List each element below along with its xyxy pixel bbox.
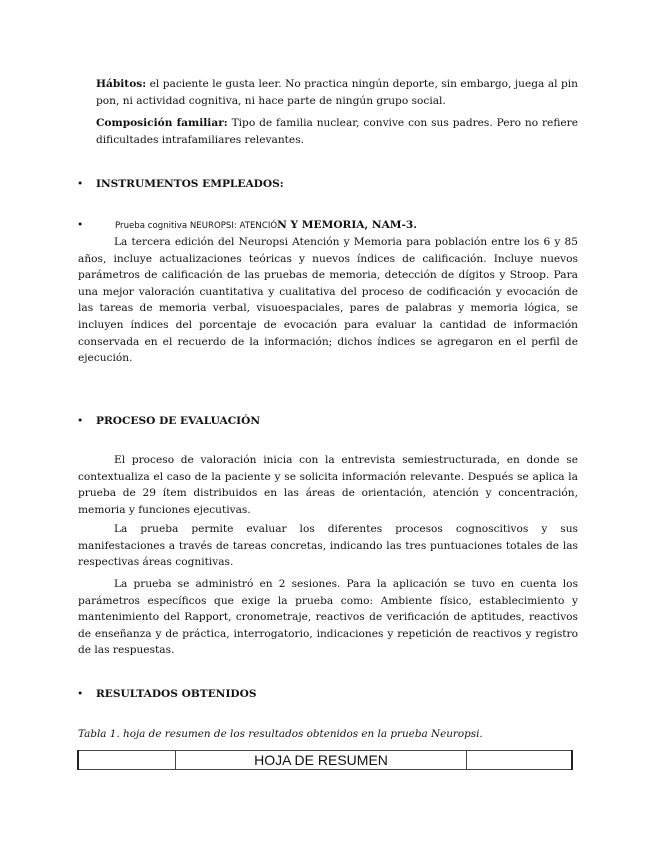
proceso-paragraph-1	[78, 452, 578, 518]
table-header-cell: HOJA DE RESUMEN	[176, 751, 467, 770]
summary-table	[77, 750, 573, 770]
test-name-prefix: Prueba cognitiva NEUROPSI: ATENCIÓ	[115, 221, 278, 231]
resultados-heading	[77, 686, 256, 702]
proceso-heading-text: PROCESO DE EVALUACIÓN	[96, 415, 261, 427]
habitos-paragraph	[96, 76, 578, 109]
instrumentos-heading	[77, 176, 284, 192]
table-row	[78, 751, 572, 770]
proceso-p2-text: La prueba permite evaluar los diferentes procesos cognoscitivos y sus manifestaciones a través de tareas concretas, indicando las tres puntuaciones totales de las respectivas áreas cognitivas.	[78, 523, 578, 569]
table-cell-empty-left	[78, 751, 176, 770]
proceso-p3-text: La prueba se administró en 2 sesiones. Para la aplicación se tuvo en cuenta los parámetros específicos que exige la prueba como: Ambiente físico, establecimiento y mantenimiento del Rapport, cronometraje, reactivos de verificación de aptitudes, reactivos de enseñanza y de práctica, interrogatorio, indicaciones y repetición de reactivos y registro de las respuestas.	[78, 578, 578, 657]
proceso-p1-text: El proceso de valoración inicia con la entrevista semiestructurada, en donde se contextualiza el caso de la paciente y se solicita información relevante. Después se aplica la prueba de 29 ítem distribuidos en las áreas de orientación, atención y concentración, memoria y funciones ejecutivas.	[78, 454, 578, 516]
composicion-paragraph	[96, 115, 578, 148]
proceso-paragraph-3	[78, 576, 578, 659]
neuropsi-description-paragraph	[78, 234, 578, 367]
table-caption: Tabla 1. hoja de resumen de los resultados obtenidos en la prueba Neuropsi.	[78, 728, 483, 740]
proceso-heading	[77, 413, 260, 429]
test-name-line	[77, 219, 417, 231]
proceso-paragraph-2	[78, 521, 578, 571]
composicion-text: Tipo de familia nuclear, convive con sus padres. Pero no refiere dificultades intrafamiliares relevantes.	[96, 117, 578, 146]
neuropsi-description-text: La tercera edición del Neuropsi Atención y Memoria para población entre los 6 y 85 años, incluye actualizaciones teóricas y nuevos índices de calificación. Incluye nuevos parámetros de calificación de las pruebas de memoria, detección de dígitos y Stroop. Para una mejor valoración cuantitativa y cualitativa del proceso de codificación y evocación de las tareas de memoria verbal, visuoespaciales, pares de palabras y memoria lógica, se incluyen índices del porcentaje de evocación para evaluar la cantidad de información conservada en el recuerdo de la información; dichos índices se agregaron en el perfil de ejecución.	[78, 236, 578, 365]
bullet-icon: •	[77, 415, 84, 427]
resultados-heading-text: RESULTADOS OBTENIDOS	[96, 688, 257, 700]
composicion-label: Composición familiar:	[96, 117, 228, 129]
bullet-icon: •	[77, 688, 84, 700]
table-cell-empty-right	[467, 751, 573, 770]
instrumentos-heading-text: INSTRUMENTOS EMPLEADOS:	[96, 178, 284, 190]
bullet-icon: •	[77, 219, 84, 231]
habitos-text: el paciente le gusta leer. No practica ningún deporte, sin embargo, juega al pin pon, ni actividad cognitiva, ni hace parte de ningún grupo social.	[96, 78, 578, 107]
bullet-icon: •	[77, 178, 84, 190]
test-name-suffix: N Y MEMORIA, NAM-3.	[277, 219, 417, 231]
habitos-label: Hábitos:	[96, 78, 147, 90]
